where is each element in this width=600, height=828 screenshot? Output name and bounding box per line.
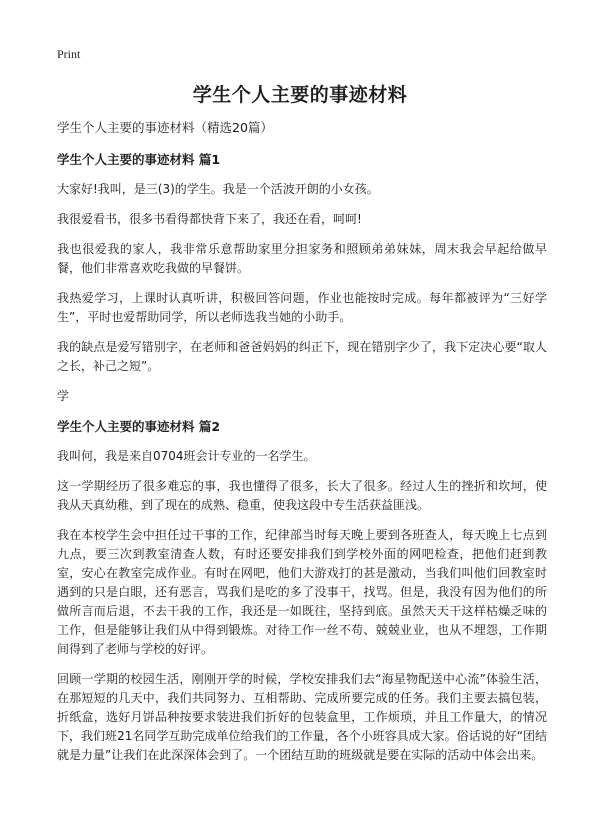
paragraph: 我很爱看书，很多书看得都快背下来了，我还在看，呵呵! [57,212,362,226]
paragraph: 我叫何，我是来自0704班会计专业的一名学生。 [57,449,316,463]
paragraph: 我在本校学生会中担任过干事的工作，纪律部当时每天晚上要到各班查人，每天晚上七点到九点，要三次到教室清查人数，有时还要安排我们到学校外面的网吧检查，把他们赶到教室，安心在教室完成作业。有时在网吧，他们大游戏打的甚是激动，当我们叫他们回教室时遇到的只是白眼，还有恶言，骂我们是吃的多了没事干，找骂。但是，我没有因为他们的所做所言而后退，不去干我的工作，我还是一如既往，坚持到底。虽然天天干这样枯燥乏味的工作，但是能够让我们从中得到锻炼。对待工作一丝不苟、兢兢业业，也从不埋怨，工作期间得到了老师与学校的好评。 [57,528,547,656]
paragraph: 回顾一学期的校园生活，刚刚开学的时候，学校安排我们去“海星物配送中心流”体验生活，在那短短的几天中，我们共同努力、互相帮助、完成所要完成的任务。我们主要去搞包装，折纸盒，选好月饼品种按要求装进我们折好的包装盒里，工作烦琐，并且工作量大，的情况下，我们班21名同学互助完成单位给我们的工作量，各个小班容具成大家。俗话说的好“团结就是力量”让我们在此深深体会到了。一个团结互助的班级就是要在实际的活动中体会出来。 [57,672,547,762]
document-subtitle: 学生个人主要的事迹材料（精选20篇） [57,120,273,135]
paragraph: 大家好!我叫，是三(3)的学生。我是一个活波开朗的小女孩。 [57,182,379,196]
paragraph: 我的缺点是爱写错别字，在老师和爸爸妈妈的纠正下，现在错别字少了，我下定决心要“取人之长，补己之短”。 [57,340,547,373]
section-1 [57,150,547,406]
print-link[interactable]: Print [57,47,81,61]
section-heading: 学生个人主要的事迹材料 篇1 [57,152,221,167]
paragraph: 这一学期经历了很多难忘的事，我也懂得了很多，长大了很多。经过人生的挫折和坎坷，使我从天真幼稚，到了现在的成熟、稳重，使我这段中专生活获益匪浅。 [57,479,547,512]
stray-text: 学 [57,389,70,403]
section-2 [57,417,547,765]
document-title: 学生个人主要的事迹材料 [192,84,408,106]
paragraph: 我也很爱我的家人，我非常乐意帮助家里分担家务和照顾弟弟妹妹，周末我会早起给做早餐，他们非常喜欢吃我做的早餐饼。 [57,242,547,275]
section-heading: 学生个人主要的事迹材料 篇2 [57,419,221,434]
paragraph: 我热爱学习，上课时认真听讲，积极回答问题，作业也能按时完成。每年都被评为“三好学生”，平时也爱帮助同学，所以老师选我当她的小助手。 [57,291,547,324]
document-body [57,118,547,776]
